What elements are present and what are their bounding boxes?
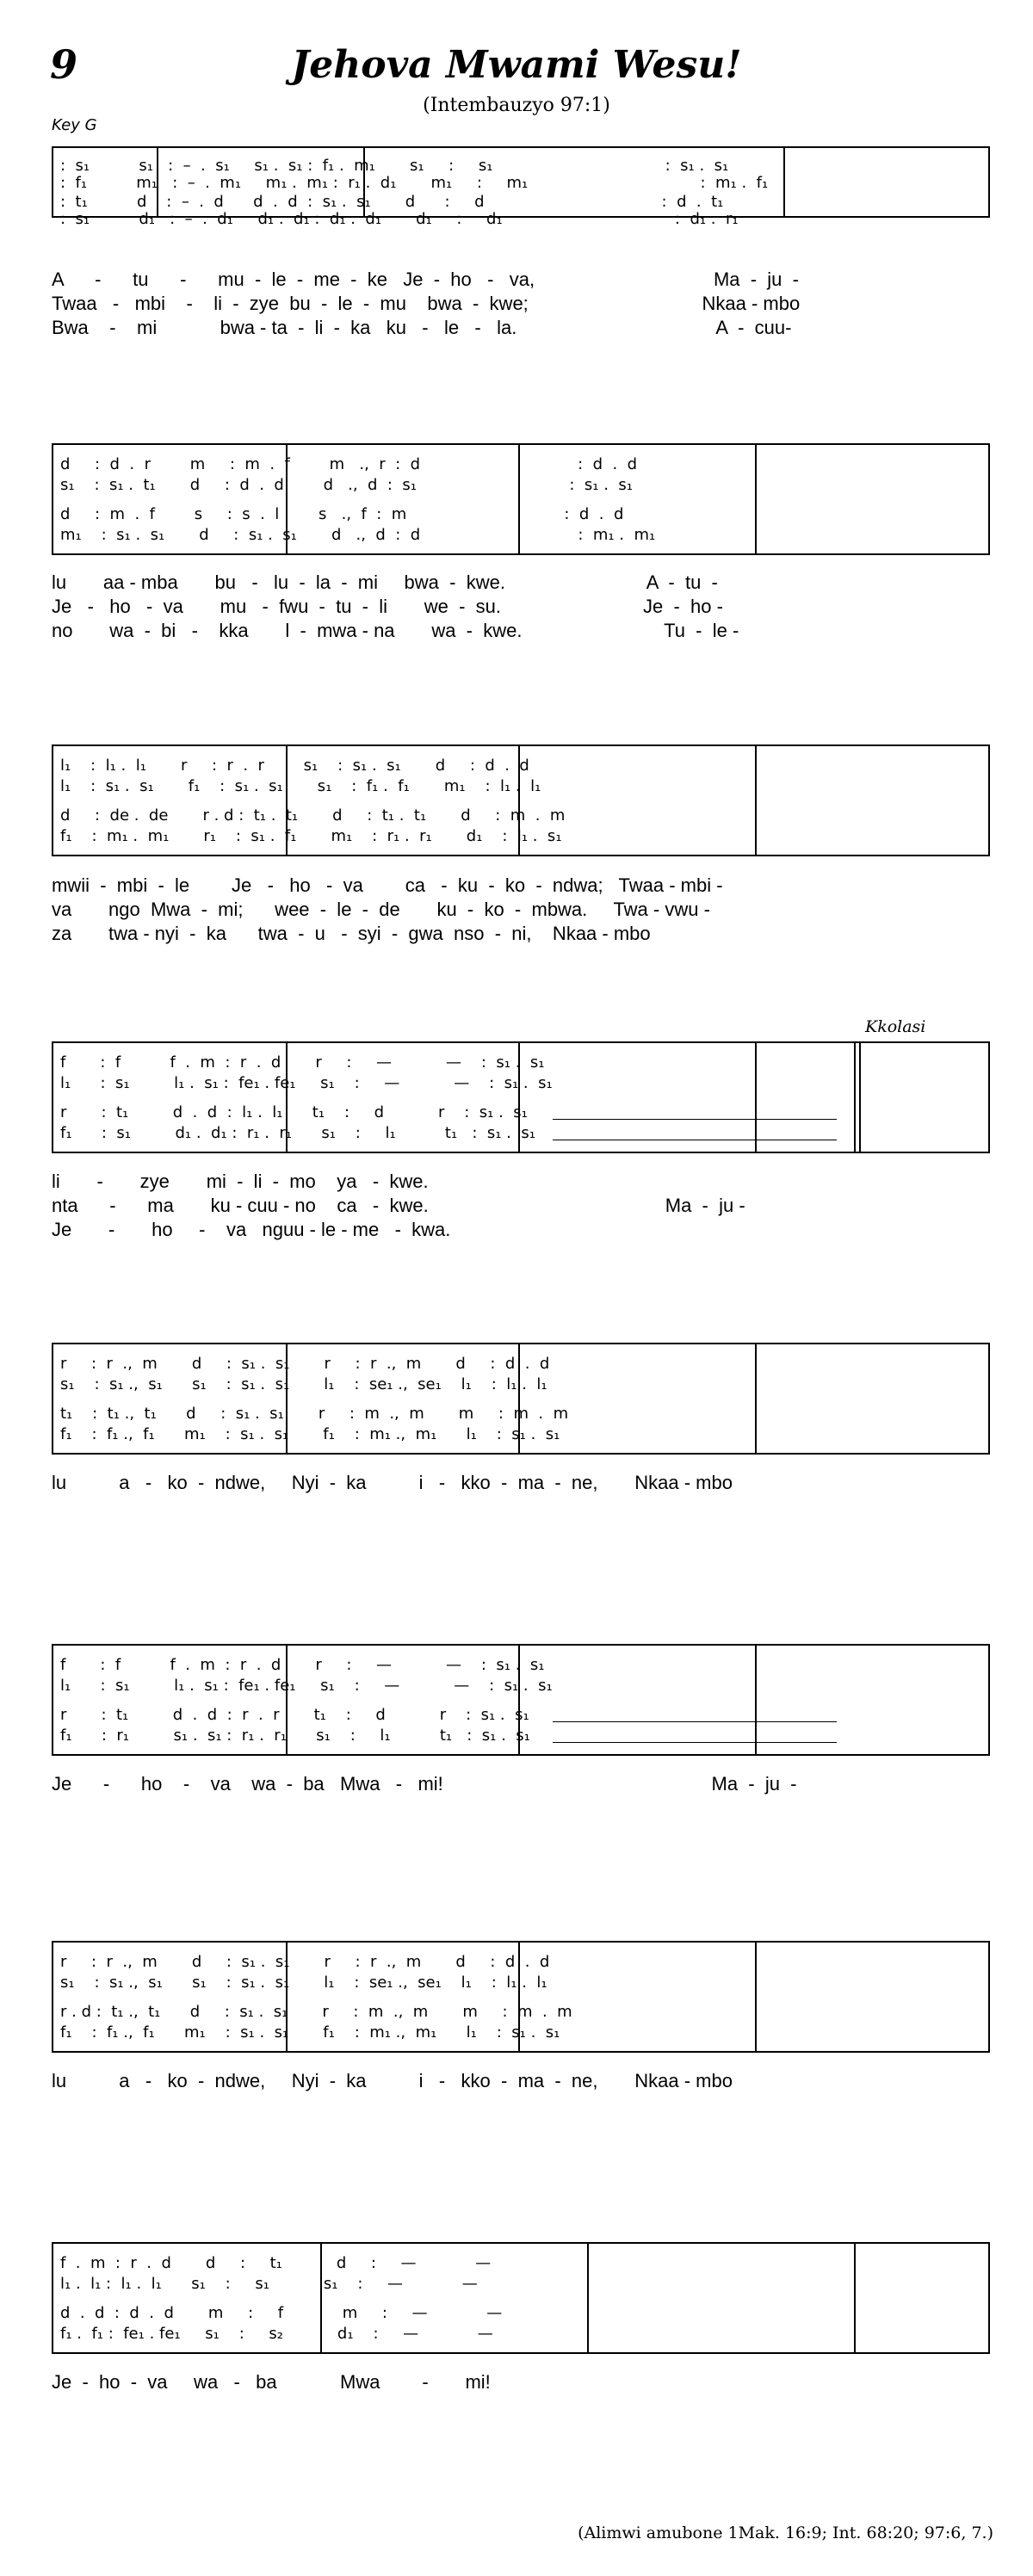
music-system-1: [52, 146, 990, 228]
lyric-line: Je - ho - va nguu - le - me - kwa.: [52, 1219, 451, 1240]
tenor-line: t₁ : t₁ ., t₁ d : s₁ . s₁ r : m ., m m : m . m: [60, 1405, 569, 1423]
tenor-line: d . d : d . d m : f m : — —: [60, 2304, 503, 2322]
alto-line: s₁ : s₁ ., s₁ s₁ : s₁ . s₁ l₁ : se₁ ., se₁ l₁ : l₁ . l₁: [60, 1974, 547, 1992]
music-system-8: [52, 2242, 990, 2354]
soprano-line: r : r ., m d : s₁ . s₁ r : r ., m d : d . d: [60, 1953, 550, 1971]
alto-line: l₁ : s₁ l₁ . s₁ : fe₁ . fe₁ s₁ : — — : s₁ . s₁: [60, 1074, 553, 1092]
lyric-line: Je - ho - va wa - ba Mwa - mi! Ma - ju -: [52, 1773, 797, 1795]
tenor-line: r . d : t₁ ., t₁ d : s₁ . s₁ r : m ., m m : m . m: [60, 2003, 572, 2021]
bass-line: f₁ : f₁ ., f₁ m₁ : s₁ . s₁ f₁ : m₁ ., m₁ l₁ : s₁ . s₁: [60, 2023, 560, 2042]
alto-line: l₁ . l₁ : l₁ . l₁ s₁ : s₁ s₁ : — —: [60, 2275, 478, 2293]
bass-line: f₁ . f₁ : fe₁ . fe₁ s₁ : s₂ d₁ : — —: [60, 2325, 493, 2343]
chorus-label: Kkolasi: [865, 1017, 926, 1036]
bass-line: m₁ : s₁ . s₁ d : s₁ . s₁ d ., d : d : m₁ . m₁: [60, 526, 656, 544]
bass-line: f₁ : s₁ d₁ . d₁ : r₁ . r₁ s₁ : l₁ t₁ : s₁ . s₁: [60, 1124, 535, 1142]
soprano-line: l₁ : l₁ . l₁ r : r . r s₁ : s₁ . s₁ d : d . d: [60, 757, 529, 775]
alto-line: l₁ : s₁ . s₁ f₁ : s₁ . s₁ s₁ : f₁ . f₁ m₁ : l₁ . l₁: [60, 777, 541, 795]
music-system-3: [52, 744, 990, 856]
bass-line: : s₁ d₁ : – . d₁ d₁ . d₁ : d₁ . d₁ d₁ : d₁ : d₁ . r₁: [60, 210, 739, 228]
alto-line: l₁ : s₁ l₁ . s₁ : fe₁ . fe₁ s₁ : — — : s₁ . s₁: [60, 1677, 553, 1695]
soprano-line: : s₁ s₁ : – . s₁ s₁ . s₁ : f₁ . m₁ s₁ : s₁ : s₁ . s₁: [60, 157, 729, 175]
tenor-line: : t₁ d : – . d d . d : s₁ . s₁ d : d : d . t₁: [60, 193, 724, 211]
lyric-line: nta - ma ku - cuu - no ca - kwe. Ma - ju -: [52, 1195, 745, 1216]
music-system-6: [52, 1644, 990, 1756]
lyric-line: Bwa - mi bwa - ta - li - ka ku - le - la. A - cuu-: [52, 317, 792, 338]
music-system-5: [52, 1343, 990, 1455]
hymn-title: Jehova Mwami Wesu!: [291, 43, 742, 87]
tenor-line: r : t₁ d . d : l₁ . l₁ t₁ : d r : s₁ . s₁: [60, 1103, 528, 1121]
soprano-line: f . m : r . d d : t₁ d : — —: [60, 2254, 492, 2272]
soprano-line: d : d . r m : m . f m ., r : d : d . d: [60, 455, 638, 473]
music-system-2: [52, 443, 990, 555]
lyric-line: A - tu - mu - le - me - ke Je - ho - va, Ma - ju -: [52, 269, 799, 290]
lyric-line: Je - ho - va mu - fwu - tu - li we - su. Je - ho -: [52, 596, 723, 617]
lyric-line: Je - ho - va wa - ba Mwa - mi!: [52, 2371, 491, 2393]
hymn-subtitle: (Intembauzyo 97:1): [423, 95, 610, 116]
soprano-line: f : f f . m : r . d r : — — : s₁ . s₁: [60, 1053, 545, 1072]
lyric-line: za twa - nyi - ka twa - u - syi - gwa nso - ni, Nkaa - mbo: [52, 923, 651, 944]
soprano-line: r : r ., m d : s₁ . s₁ r : r ., m d : d . d: [60, 1355, 550, 1373]
tenor-line: r : t₁ d . d : r . r t₁ : d r : s₁ . s₁: [60, 1706, 529, 1724]
bass-line: f₁ : r₁ s₁ . s₁ : r₁ . r₁ s₁ : l₁ t₁ : s₁ . s₁: [60, 1727, 530, 1745]
key-signature: Key G: [52, 116, 97, 134]
alto-line: : f₁ m₁ : – . m₁ m₁ . m₁ : r₁ . d₁ m₁ : m₁ : m₁ . f₁: [60, 174, 769, 192]
tenor-line: d : m . f s : s . l s ., f : m : d . d: [60, 505, 624, 523]
lyric-line: no wa - bi - kka l - mwa - na wa - kwe. Tu - le -: [52, 620, 739, 641]
lyric-line: lu a - ko - ndwe, Nyi - ka i - kko - ma - ne, Nkaa - mbo: [52, 1472, 733, 1493]
footnote-references: (Alimwi amubone 1Mak. 16:9; Int. 68:20; 97:6, 7.): [578, 2523, 993, 2542]
hymn-number: 9: [50, 41, 78, 88]
tenor-line: d : de . de r . d : t₁ . t₁ d : t₁ . t₁ d : m . m: [60, 806, 566, 825]
music-system-4: [52, 1041, 990, 1153]
alto-line: s₁ : s₁ ., s₁ s₁ : s₁ . s₁ l₁ : se₁ ., se₁ l₁ : l₁ . l₁: [60, 1375, 547, 1393]
lyric-line: mwii - mbi - le Je - ho - va ca - ku - ko - ndwa; Twaa - mbi -: [52, 874, 723, 896]
lyric-line: li - zye mi - li - mo ya - kwe.: [52, 1171, 429, 1192]
lyric-line: Twaa - mbi - li - zye bu - le - mu bwa - kwe; Nkaa - mbo: [52, 293, 801, 314]
lyric-line: lu a - ko - ndwe, Nyi - ka i - kko - ma - ne, Nkaa - mbo: [52, 2070, 733, 2091]
bass-line: f₁ : m₁ . m₁ r₁ : s₁ . f₁ m₁ : r₁ . r₁ d₁ : l₁ . s₁: [60, 827, 562, 845]
lyric-line: lu aa - mba bu - lu - la - mi bwa - kwe. A - tu -: [52, 571, 718, 593]
bass-line: f₁ : f₁ ., f₁ m₁ : s₁ . s₁ f₁ : m₁ ., m₁ l₁ : s₁ . s₁: [60, 1425, 560, 1443]
lyric-line: va ngo Mwa - mi; wee - le - de ku - ko - mbwa. Twa - vwu -: [52, 899, 710, 920]
music-system-7: [52, 1941, 990, 2053]
soprano-line: f : f f . m : r . d r : — — : s₁ . s₁: [60, 1656, 545, 1674]
alto-line: s₁ : s₁ . t₁ d : d . d d ., d : s₁ : s₁ . s₁: [60, 476, 633, 494]
